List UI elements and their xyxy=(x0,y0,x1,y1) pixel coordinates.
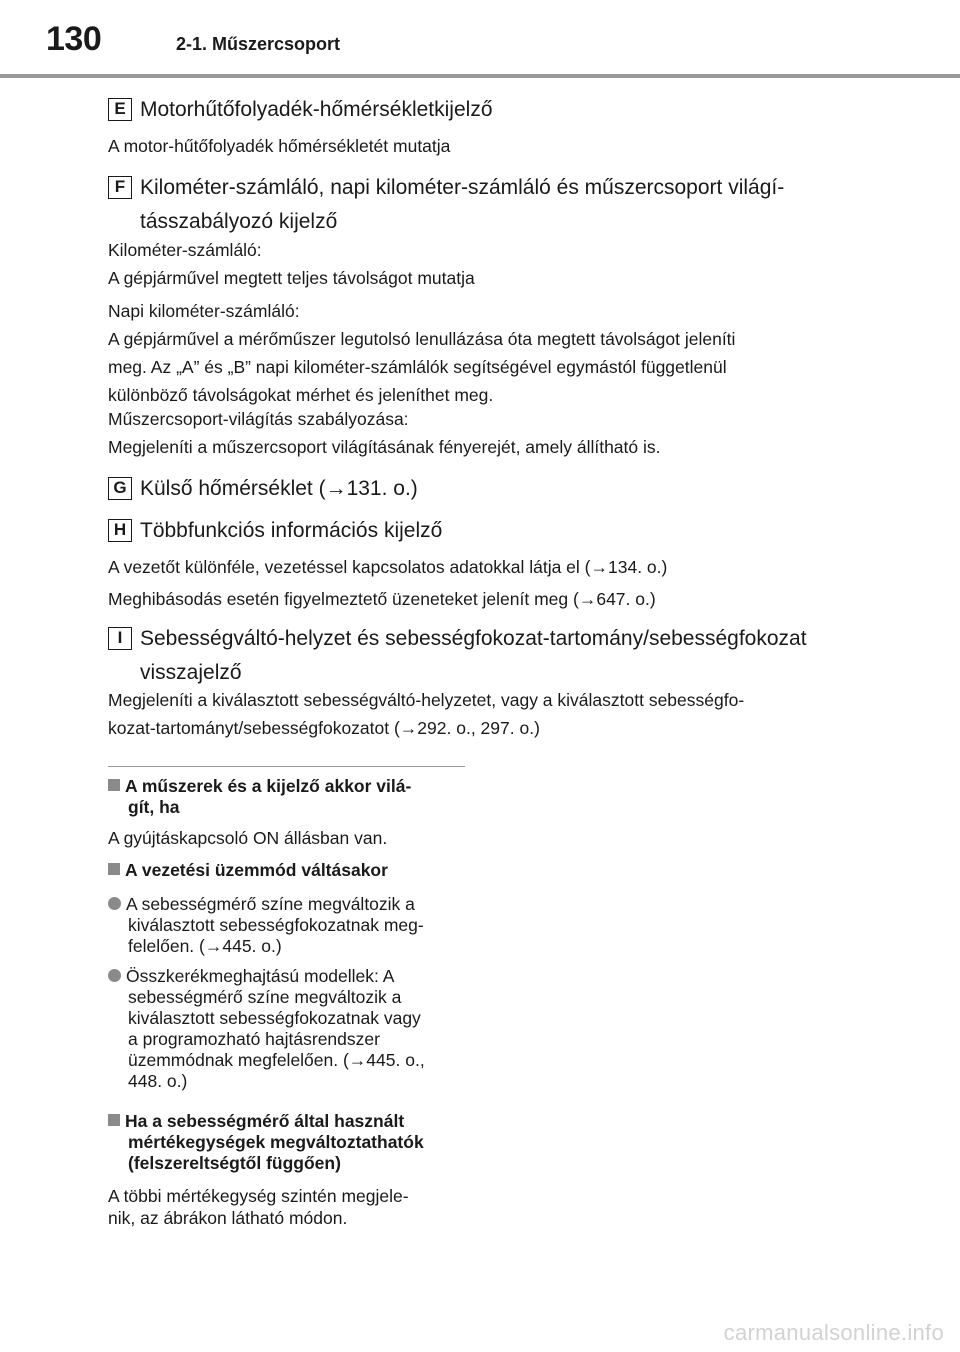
paragraph-line: kozat-tartományt/sebességfokozatot (→292. o., 297. o.) xyxy=(108,718,540,738)
item-e xyxy=(108,93,853,127)
note-bullet xyxy=(108,966,468,1092)
square-bullet-icon xyxy=(108,863,120,875)
paragraph-line: Meghibásodás esetén figyelmeztető üzeneteket jelenít meg (→647. o.) xyxy=(108,589,656,609)
bullet-line: 448. o.) xyxy=(128,1071,188,1091)
paragraph-line: Műszercsoport-világítás szabályozása: xyxy=(108,409,409,429)
item-heading xyxy=(108,514,853,548)
item-g xyxy=(108,472,853,506)
item-badge: G xyxy=(108,477,132,500)
note-heading-line: gít, ha xyxy=(128,797,180,817)
item-title-line: Sebességváltó-helyzet és sebességfokozat-tartomány/sebességfokozat xyxy=(140,627,807,650)
note-heading-line: mértékegységek megváltoztathatók xyxy=(128,1132,424,1152)
square-bullet-icon xyxy=(108,1114,120,1126)
item-title-line: visszajelző xyxy=(140,661,242,684)
note-text-line: A többi mértékegység szintén megjele- xyxy=(108,1186,409,1206)
paragraph-line: Megjeleníti a műszercsoport világításának fényerejét, amely állítható is. xyxy=(108,437,661,457)
note-text xyxy=(108,1185,468,1229)
item-badge: F xyxy=(108,176,132,199)
note-text-line: A gyújtáskapcsoló ON állásban van. xyxy=(108,828,388,848)
note-heading-line: A vezetési üzemmód váltásakor xyxy=(125,860,388,880)
paragraph xyxy=(108,686,853,742)
item-title-line: Többfunkciós információs kijelző xyxy=(140,519,443,542)
paragraph-line: A motor-hűtőfolyadék hőmérsékletét mutatja xyxy=(108,136,451,156)
item-e-desc xyxy=(108,132,853,160)
bullet-line: üzemmódnak megfelelően. (→445. o., xyxy=(128,1050,425,1070)
paragraph xyxy=(108,297,853,409)
paragraph xyxy=(108,132,853,160)
paragraph-line: különböző távolságokat mérhet és jeleníthet meg. xyxy=(108,385,494,405)
paragraph xyxy=(108,585,853,613)
bullet-line: kiválasztott sebességfokozatnak meg- xyxy=(128,915,424,935)
item-title-line: Külső hőmérséklet (→131. o.) xyxy=(140,477,418,500)
note-heading-line: Ha a sebességmérő által használt xyxy=(125,1111,405,1131)
paragraph-line: Napi kilométer-számláló: xyxy=(108,301,300,321)
note-heading-line: A műszerek és a kijelző akkor vilá- xyxy=(125,776,412,796)
bullet-line: kiválasztott sebességfokozatnak vagy xyxy=(128,1008,421,1028)
bullet-line: A sebességmérő színe megváltozik a xyxy=(126,894,415,914)
square-bullet-icon xyxy=(108,779,120,791)
bullet-line: a programozható hajtásrendszer xyxy=(128,1029,380,1049)
item-badge: H xyxy=(108,519,132,542)
notes-divider xyxy=(108,766,465,767)
note-heading xyxy=(108,860,468,881)
paragraph xyxy=(108,553,853,581)
note-heading xyxy=(108,1111,468,1174)
item-i xyxy=(108,622,853,690)
bullet-line: felelően. (→445. o.) xyxy=(128,936,282,956)
paragraph xyxy=(108,236,853,292)
paragraph xyxy=(108,405,853,461)
bullet-line: Összkerékmeghajtású modellek: A xyxy=(126,966,395,986)
note-text-line: nik, az ábrákon látható módon. xyxy=(108,1208,348,1228)
note-bullet xyxy=(108,894,468,957)
paragraph-line: Kilométer-számláló: xyxy=(108,240,262,260)
round-bullet-icon xyxy=(108,969,121,982)
watermark: carmanualsonline.info xyxy=(723,1320,944,1345)
page-header xyxy=(0,0,960,80)
item-heading xyxy=(108,171,853,239)
header-divider xyxy=(0,74,960,78)
item-badge: I xyxy=(108,627,132,650)
note-text xyxy=(108,827,468,849)
note-heading-line: (felszereltségtől függően) xyxy=(128,1153,341,1173)
paragraph-line: A gépjárművel a mérőműszer legutolsó lenullázása óta megtett távolságot jeleníti xyxy=(108,329,736,349)
item-heading xyxy=(108,472,853,506)
section-title: 2-1. Műszercsoport xyxy=(176,34,341,54)
paragraph-line: meg. Az „A” és „B” napi kilométer-számlálók segítségével egymástól függetlenül xyxy=(108,357,727,377)
item-badge: E xyxy=(108,98,132,121)
item-h xyxy=(108,514,853,548)
page-number: 130 xyxy=(46,20,102,58)
bullet-line: sebességmérő színe megváltozik a xyxy=(128,987,402,1007)
round-bullet-icon xyxy=(108,897,121,910)
item-title-line: tásszabályozó kijelző xyxy=(140,210,338,233)
paragraph-line: A vezetőt különféle, vezetéssel kapcsolatos adatokkal látja el (→134. o.) xyxy=(108,557,668,577)
item-heading xyxy=(108,93,853,127)
item-title-line: Motorhűtőfolyadék-hőmérsékletkijelző xyxy=(140,98,493,121)
item-heading xyxy=(108,622,853,690)
item-f xyxy=(108,171,853,239)
paragraph-line: A gépjárművel megtett teljes távolságot mutatja xyxy=(108,268,475,288)
item-title-line: Kilométer-számláló, napi kilométer-számláló és műszercsoport világí- xyxy=(140,176,785,199)
paragraph-line: Megjeleníti a kiválasztott sebességváltó-helyzetet, vagy a kiválasztott sebességfo- xyxy=(108,690,745,710)
note-heading xyxy=(108,776,468,818)
